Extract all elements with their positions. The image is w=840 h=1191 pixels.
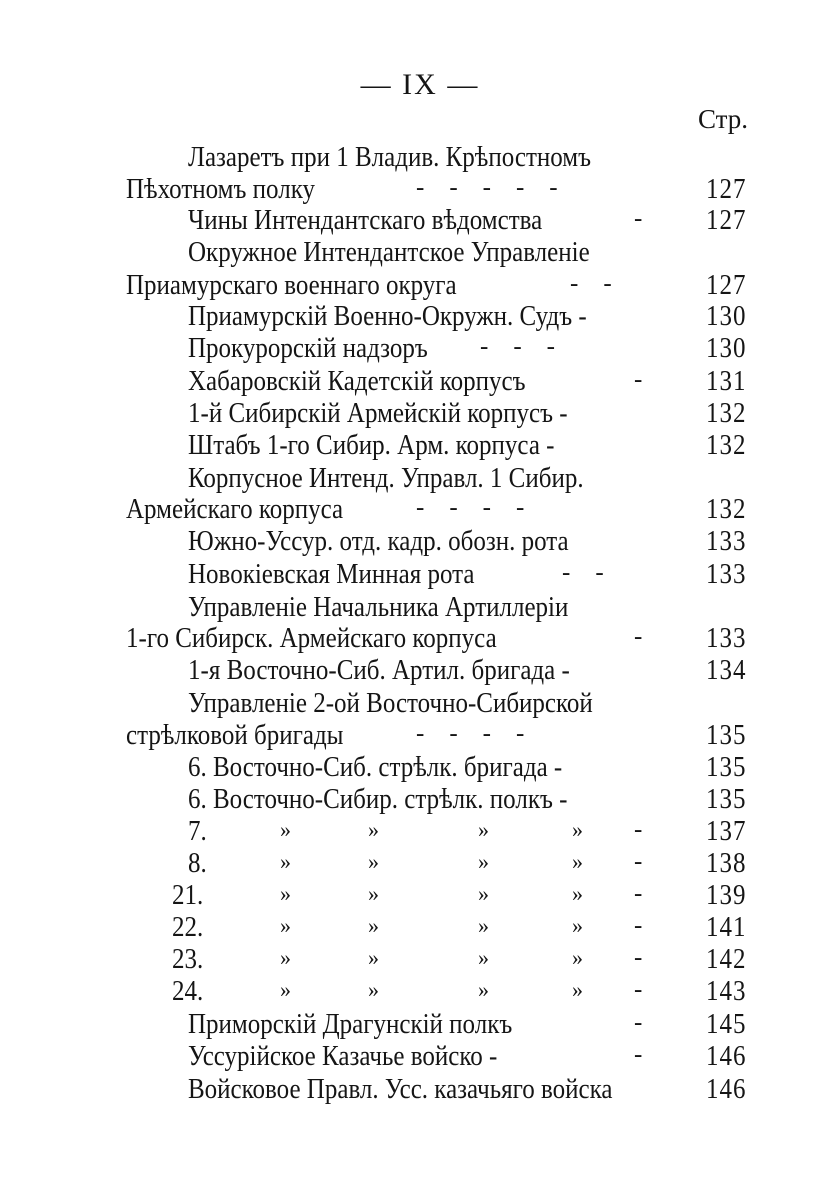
- toc-entry: [0, 750, 840, 782]
- toc-entry-title: 1-го Сибирск. Армейскаго корпуса: [126, 623, 497, 654]
- toc-entry-title: Войсковое Правл. Усс. казачьяго войска: [188, 1074, 613, 1105]
- toc-entry: [0, 492, 840, 524]
- ditto-mark: »: [368, 977, 379, 1002]
- toc-page-number: 143: [706, 976, 747, 1007]
- ditto-mark: »: [280, 913, 291, 938]
- ditto-mark: »: [572, 817, 583, 842]
- leader-dashes: -: [634, 205, 643, 232]
- leader-dashes: -: [634, 366, 643, 393]
- toc-entry-title: Приамурскій Военно-Окружн. Судъ -: [188, 301, 587, 332]
- toc-entry: [0, 268, 840, 300]
- toc-entry-title: 1-я Восточно-Сиб. Артил. бригада -: [188, 655, 570, 686]
- toc-entry-title: Южно-Уссур. отд. кадр. обозн. рота: [188, 526, 569, 557]
- ditto-mark: »: [280, 945, 291, 970]
- toc-entry-title: 6. Восточно-Сиб. стрѣлк. бригада -: [188, 752, 563, 783]
- toc-page-number: 130: [706, 333, 747, 364]
- toc-page-number: 133: [706, 526, 747, 557]
- ditto-mark: »: [478, 881, 489, 906]
- ditto-mark: »: [478, 913, 489, 938]
- leader-dashes: -: [634, 1041, 643, 1068]
- toc-page-number: 141: [706, 912, 747, 943]
- ditto-mark: »: [572, 977, 583, 1002]
- ditto-mark: »: [572, 913, 583, 938]
- leader-dashes: -: [634, 816, 643, 843]
- toc-entry-title: Управленіе 2-ой Восточно-Сибирской: [188, 688, 593, 719]
- ditto-mark: »: [478, 977, 489, 1002]
- ditto-mark: »: [368, 817, 379, 842]
- leader-dashes: - - - - -: [416, 174, 558, 201]
- toc-entry: [0, 524, 840, 556]
- toc-entry-title: Пѣхотномъ полку: [126, 174, 315, 205]
- leader-dashes: -: [634, 976, 643, 1003]
- ditto-mark: »: [368, 945, 379, 970]
- toc-entry: [0, 140, 840, 172]
- toc-page-number: 127: [706, 174, 747, 205]
- toc-entry-title: 23.: [172, 944, 204, 975]
- toc-entry: [0, 203, 840, 235]
- toc-entry: [0, 621, 840, 653]
- toc-entry: [0, 814, 840, 846]
- toc-entry: [0, 235, 840, 267]
- toc-entry-title: Приморскій Драгунскій полкъ: [188, 1009, 513, 1040]
- toc-entry: [0, 686, 840, 718]
- ditto-mark: »: [572, 849, 583, 874]
- toc-entry: [0, 782, 840, 814]
- toc-entry: [0, 1039, 840, 1071]
- ditto-mark: »: [368, 849, 379, 874]
- ditto-mark: »: [280, 881, 291, 906]
- toc-entry: [0, 1072, 840, 1104]
- toc-page-number: 135: [706, 752, 747, 783]
- toc-page-number: 132: [706, 430, 747, 461]
- toc-entry: [0, 428, 840, 460]
- toc-page-number: 146: [706, 1074, 747, 1105]
- toc-entry-title: 21.: [172, 880, 204, 911]
- toc-entry: [0, 1007, 840, 1039]
- ditto-mark: »: [478, 849, 489, 874]
- page-column-header: Стр.: [698, 104, 749, 134]
- toc-page-number: 146: [706, 1041, 747, 1072]
- toc-page-number: 131: [706, 366, 747, 397]
- toc-entry-title: 6. Восточно-Сибир. стрѣлк. полкъ -: [188, 784, 568, 815]
- toc-entry-title: Чины Интендантскаго вѣдомства: [188, 205, 543, 236]
- toc-entry: [0, 974, 840, 1006]
- toc-entry: [0, 364, 840, 396]
- toc-entry: [0, 172, 840, 204]
- leader-dashes: - -: [562, 559, 604, 586]
- toc-page-number: 127: [706, 205, 747, 236]
- toc-entry: [0, 557, 840, 589]
- toc-page-number: 130: [706, 301, 747, 332]
- ditto-mark: »: [280, 977, 291, 1002]
- toc-page-number: 145: [706, 1009, 747, 1040]
- leader-dashes: -: [634, 944, 643, 971]
- leader-dashes: - -: [570, 270, 612, 297]
- toc-page-number: 132: [706, 494, 747, 525]
- toc-page-number: 132: [706, 398, 747, 429]
- toc-entry: [0, 718, 840, 750]
- page-number-header: — IX —: [360, 68, 480, 101]
- toc-entry-title: 1-й Сибирскій Армейскій корпусъ -: [188, 398, 568, 429]
- leader-dashes: -: [634, 880, 643, 907]
- toc-entry-title: 8.: [188, 848, 207, 879]
- leader-dashes: - - - -: [416, 494, 525, 521]
- leader-dashes: - - -: [480, 333, 555, 360]
- toc-entry: [0, 942, 840, 974]
- leader-dashes: -: [634, 848, 643, 875]
- ditto-mark: »: [368, 913, 379, 938]
- toc-page-number: 139: [706, 880, 747, 911]
- toc-entry-title: Прокурорскій надзоръ: [188, 333, 428, 364]
- ditto-mark: »: [572, 945, 583, 970]
- leader-dashes: - - - -: [416, 720, 525, 747]
- toc-entry-title: Окружное Интендантское Управленіе: [188, 237, 590, 268]
- toc-entry-title: 24.: [172, 976, 204, 1007]
- toc-entry: [0, 878, 840, 910]
- toc-entry-title: Уссурійское Казачье войско -: [188, 1041, 498, 1072]
- toc-entry: [0, 396, 840, 428]
- toc-entry-title: Армейскаго корпуса: [126, 494, 344, 525]
- toc-page-number: 127: [706, 270, 747, 301]
- leader-dashes: -: [634, 1009, 643, 1036]
- toc-entry: [0, 331, 840, 363]
- ditto-mark: »: [368, 881, 379, 906]
- toc-entry: [0, 653, 840, 685]
- toc-entry-title: 22.: [172, 912, 204, 943]
- toc-entry: [0, 299, 840, 331]
- toc-page-number: 133: [706, 559, 747, 590]
- toc-page-number: 135: [706, 720, 747, 751]
- toc-page-number: 142: [706, 944, 747, 975]
- toc-entry: [0, 461, 840, 493]
- toc-page-number: 135: [706, 784, 747, 815]
- toc-page-number: 138: [706, 848, 747, 879]
- toc-entry: [0, 846, 840, 878]
- ditto-mark: »: [478, 817, 489, 842]
- toc-entry-title: Лазаретъ при 1 Владив. Крѣпостномъ: [188, 142, 592, 173]
- leader-dashes: -: [634, 623, 643, 650]
- toc-entry-title: Штабъ 1-го Сибир. Арм. корпуса -: [188, 430, 555, 461]
- ditto-mark: »: [280, 817, 291, 842]
- toc-entry: [0, 910, 840, 942]
- toc-page-number: 133: [706, 623, 747, 654]
- toc-entry-title: Хабаровскій Кадетскій корпусъ: [188, 366, 526, 397]
- toc-entry-title: Новокіевская Минная рота: [188, 559, 475, 590]
- toc-page-number: 137: [706, 816, 747, 847]
- toc-entry-title: стрѣлковой бригады: [126, 720, 344, 751]
- toc-entry-title: Управленіе Начальника Артиллеріи: [188, 592, 569, 623]
- toc-entry: [0, 590, 840, 622]
- ditto-mark: »: [478, 945, 489, 970]
- ditto-mark: »: [280, 849, 291, 874]
- toc-page-number: 134: [706, 655, 747, 686]
- ditto-mark: »: [572, 881, 583, 906]
- toc-entry-title: Корпусное Интенд. Управл. 1 Сибир.: [188, 463, 584, 494]
- leader-dashes: -: [634, 912, 643, 939]
- toc-entry-title: 7.: [188, 816, 207, 847]
- toc-entry-title: Приамурскаго военнаго округа: [126, 270, 457, 301]
